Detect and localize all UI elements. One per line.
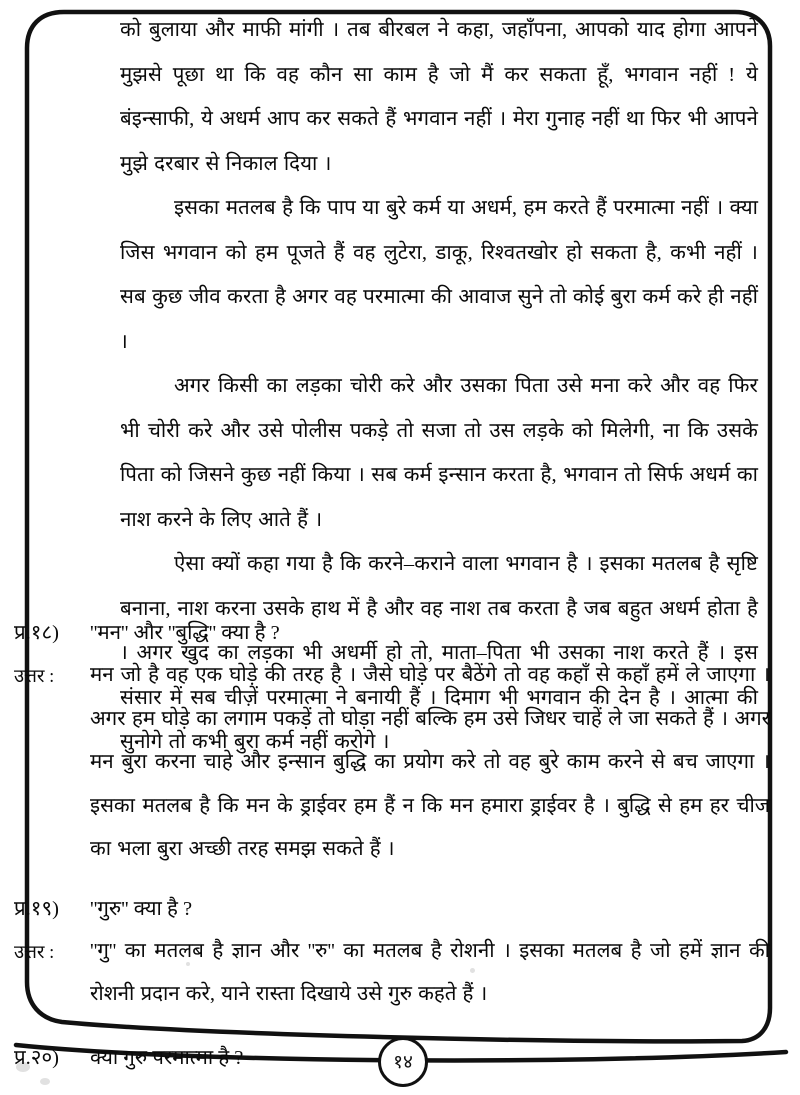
question-answer-block: [14, 612, 770, 1089]
question-text-19: ''गुरु'' क्या है ?: [90, 897, 193, 920]
answer-row-19: [14, 930, 770, 1017]
answer-text-19: ''गु'' का मतलब है ज्ञान और ''रु'' का मतलब है रोशनी । इसका मतलब है जो हमें ज्ञान की रोशनी प्रदान करे, याने रास्ता दिखाये उसे गुरु कहते हैं ।: [90, 939, 770, 1005]
answer-text-18: मन जो है वह एक घोड़े की तरह है । जैसे घोड़े पर बैठेंगे तो वह कहाँ से कहाँ हमें ले जाएगा । अगर हम घोड़े का लगाम पकड़ें तो घोड़ा नहीं बल्कि हम उसे जिधर चाहें ले जा सकते हैं । अगर मन बुरा करना चाहे और इन्सान बुद्धि का प्रयोग करे तो वह बुरे काम करने से बच जाएगा । इसका मतलब है कि मन के ड्राईवर हम हैं न कि मन हमारा ड्राईवर है । बुद्धि से हम हर चीज का भला बुरा अच्छी तरह समझ सकते हैं ।: [90, 664, 770, 860]
answer-label-18: उत्तर :: [14, 667, 55, 687]
question-number-19: प्र.१९): [14, 897, 59, 920]
paragraph-3: अगर किसी का लड़का चोरी करे और उसका पिता उसे मना करे और वह फिर भी चोरी करे और उसे पोलीस पकड़े तो सजा तो उस लड़के को मिलेगी, ना कि उसके पिता को जिसने कुछ नहीं किया । सब कर्म इन्सान करता है, भगवान तो सिर्फ अधर्म का नाश करने के लिए आते हैं ।: [120, 375, 758, 531]
page-number-badge: १४: [378, 1037, 428, 1087]
qa-group-19: [14, 888, 770, 1017]
question-number-20: प्र.२०): [14, 1046, 59, 1069]
question-row-18: [14, 612, 770, 654]
answer-label-19: उत्तर :: [14, 942, 55, 963]
question-text-20: क्या गुरु परमात्मा है ?: [90, 1046, 244, 1069]
question-text-18: ''मन'' और ''बुद्धि'' क्या है ?: [90, 622, 280, 644]
question-number-18: प्र.१८): [14, 622, 59, 644]
answer-row-18: [14, 654, 770, 872]
question-row-19: [14, 888, 770, 930]
paragraph-1: को बुलाया और माफी मांगी । तब बीरबल ने कहा, जहाँपना, आपको याद होगा आपने मुझसे पूछा था कि वह कौन सा काम है जो मैं कर सकता हूँ, भगवान नहीं ! ये बंइन्साफी, ये अधर्म आप कर सकते हैं भगवान नहीं । मेरा गुनाह नहीं था फिर भी आपने मुझे दरबार से निकाल दिया ।: [120, 19, 758, 175]
paragraph-2: इसका मतलब है कि पाप या बुरे कर्म या अधर्म, हम करते हैं परमात्मा नहीं । क्या जिस भगवान को हम पूजते हैं वह लुटेरा, डाकू, रिश्वतखोर हो सकता है, कभी नहीं । सब कुछ जीव करता है अगर वह परमात्मा की आवाज सुने तो कोई बुरा कर्म करे ही नहीं ।: [120, 197, 758, 353]
paragraph-4: ऐसा क्यों कहा गया है कि करने–कराने वाला भगवान है । इसका मतलब है सृष्टि बनाना, नाश करना उसके हाथ में है और वह नाश तब करता है जब बहुत अधर्म होता है । अगर खुद का लड़का भी अधर्मी हो तो, माता–पिता भी उसका नाश करते हैं । इस संसार में सब चीज़ें परमात्मा ने बनायी हैं । दिमाग भी भगवान की देन है । आत्मा की सुनोगे तो कभी बुरा कर्म नहीं करोगे ।: [120, 553, 758, 753]
qa-group-18: [14, 612, 770, 872]
